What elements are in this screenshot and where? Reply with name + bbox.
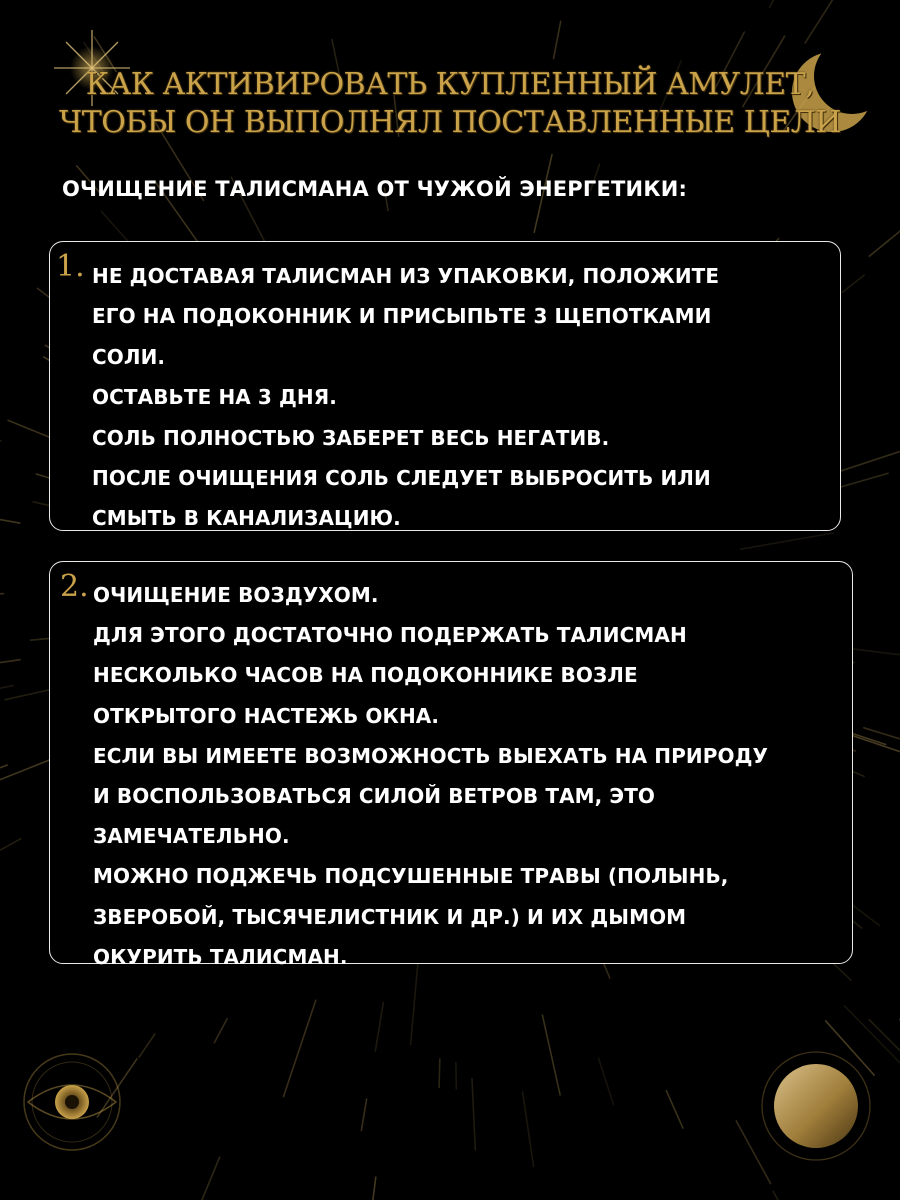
section-heading: ОЧИЩЕНИЕ ТАЛИСМАНА ОТ ЧУЖОЙ ЭНЕРГЕТИКИ: — [62, 177, 688, 201]
step-line: СОЛЬ ПОЛНОСТЬЮ ЗАБЕРЕТ ВЕСЬ НЕГАТИВ. — [92, 425, 610, 450]
step-line: ПОСЛЕ ОЧИЩЕНИЯ СОЛЬ СЛЕДУЕТ ВЫБРОСИТЬ ИЛИ — [92, 466, 711, 491]
ray-line — [842, 275, 864, 292]
step-line: ОТКРЫТОГО НАСТЕЖЬ ОКНА. — [93, 703, 440, 728]
step-number-2: 2. — [60, 569, 89, 604]
step-line: ЗВЕРОБОЙ, ТЫСЯЧЕЛИСТНИК И ДР.) И ИХ ДЫМОМ — [93, 904, 687, 929]
ray-line — [0, 592, 4, 593]
ray-line — [0, 686, 13, 696]
eye-icon — [24, 1054, 120, 1150]
ray-line — [523, 1092, 534, 1166]
ray-line — [375, 1003, 383, 1051]
step-card-1 — [49, 241, 841, 531]
step-number-1: 1. — [56, 249, 85, 284]
ray-line — [805, 0, 835, 43]
ray-line — [869, 223, 900, 256]
page-title — [0, 66, 900, 142]
step-line: МОЖНО ПОДЖЕЧЬ ПОДСУШЕННЫЕ ТРАВЫ (ПОЛЫНЬ, — [93, 864, 729, 889]
ray-line — [666, 1091, 683, 1129]
step-text-2 — [93, 575, 768, 977]
ray-line — [869, 1020, 900, 1091]
title-line-1: КАК АКТИВИРОВАТЬ КУПЛЕННЫЙ АМУЛЕТ, — [85, 67, 815, 102]
step-line: СОЛИ. — [92, 344, 166, 369]
step-text-1 — [92, 256, 719, 539]
ray-line — [770, 0, 812, 7]
step-line: НЕ ДОСТАВАЯ ТАЛИСМАН ИЗ УПАКОВКИ, ПОЛОЖИТЕ — [92, 264, 720, 288]
ray-line — [740, 533, 833, 549]
ray-line — [0, 839, 21, 878]
ray-line — [196, 1157, 220, 1200]
step-line: ОЧИЩЕНИЕ ВОЗДУХОМ. — [93, 583, 379, 607]
ray-line — [139, 1034, 155, 1057]
step-line: ОСТАВЬТЕ НА 3 ДНЯ. — [92, 385, 337, 410]
ray-line — [363, 1177, 375, 1200]
step-line: ОКУРИТЬ ТАЛИСМАН. — [93, 944, 348, 969]
step-line: НЕСКОЛЬКО ЧАСОВ НА ПОДОКОННИКЕ ВОЗЛЕ — [93, 663, 638, 688]
ray-line — [542, 1015, 560, 1095]
step-line: ЕГО НА ПОДОКОННИК И ПРИСЫПЬТЕ 3 ЩЕПОТКАМИ — [92, 304, 712, 329]
ray-line — [773, 1191, 802, 1200]
ray-line — [845, 1006, 900, 1075]
ray-line — [284, 1000, 316, 1096]
step-line: ЗАМЕЧАТЕЛЬНО. — [93, 824, 290, 849]
ray-line — [0, 660, 20, 663]
ray-line — [0, 518, 20, 523]
step-line: СМЫТЬ В КАНАЛИЗАЦИЮ. — [92, 506, 401, 531]
step-card-2 — [49, 561, 853, 969]
ray-line — [599, 1058, 614, 1104]
step-line: ДЛЯ ЭТОГО ДОСТАТОЧНО ПОДЕРЖАТЬ ТАЛИСМАН — [93, 623, 687, 648]
ray-line — [361, 1099, 366, 1130]
ray-line — [214, 1019, 227, 1043]
ray-line — [0, 765, 7, 775]
ray-line — [0, 411, 1, 441]
ray-line — [97, 1059, 137, 1117]
moon-sphere-icon — [762, 1052, 870, 1160]
title-line-2: ЧТОБЫ ОН ВЫПОЛНЯЛ ПОСТАВЛЕННЫЕ ЦЕЛИ — [59, 105, 841, 140]
ray-line — [472, 1079, 475, 1150]
step-line: И ВОСПОЛЬЗОВАТЬСЯ СИЛОЙ ВЕТРОВ ТАМ, ЭТО — [93, 784, 656, 809]
ray-line — [554, 21, 561, 58]
ray-line — [439, 1059, 440, 1087]
ray-line — [736, 1121, 770, 1184]
step-line: ЕСЛИ ВЫ ИМЕЕТЕ ВОЗМОЖНОСТЬ ВЫЕХАТЬ НА ПРИРОДУ — [93, 743, 769, 768]
